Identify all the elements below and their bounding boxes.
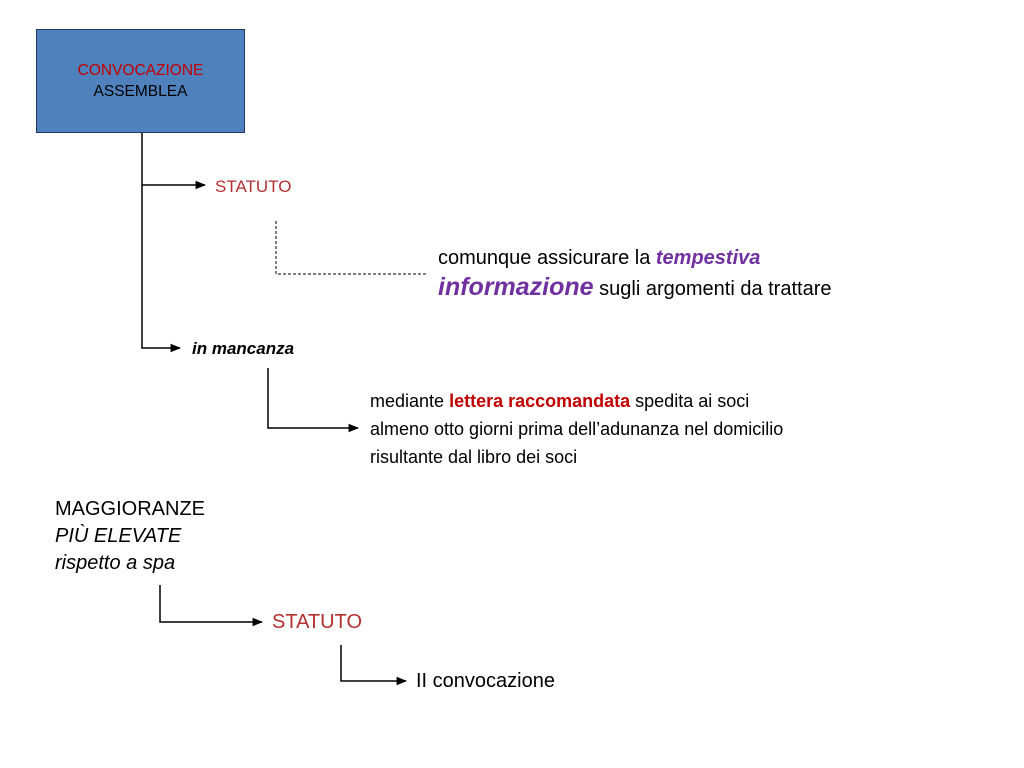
seconda-convocazione-label: II convocazione	[416, 670, 555, 692]
tempestiva-emphasis: tempestiva	[655, 247, 761, 269]
lettera-raccomandata-note	[370, 387, 783, 471]
maggioranze-line-3: rispetto a spa	[55, 552, 176, 574]
convocazione-assemblea-box	[36, 29, 245, 133]
statuto-label-top: STATUTO	[215, 177, 292, 196]
maggioranze-line-1: MAGGIORANZE	[55, 498, 206, 520]
informazione-emphasis: informazione	[438, 273, 594, 301]
box-line-convocazione: CONVOCAZIONE	[77, 62, 204, 79]
maggioranze-block	[55, 496, 205, 577]
maggioranze-line-2: PIÙ ELEVATE	[55, 525, 182, 547]
statuto-label-bottom: STATUTO	[272, 611, 362, 633]
informazione-note	[438, 244, 831, 304]
connector-mancanza-to-lettera	[268, 368, 358, 428]
informazione-text-1: comunque assicurare la	[438, 247, 656, 269]
connector-box-to-mancanza	[142, 185, 180, 348]
box-line-assemblea: ASSEMBLEA	[93, 83, 188, 100]
informazione-text-2: sugli argomenti da trattare	[593, 278, 832, 300]
lettera-text-1: mediante	[370, 391, 450, 411]
in-mancanza-label: in mancanza	[192, 339, 295, 358]
lettera-line-3: risultante dal libro dei soci	[370, 447, 578, 467]
connector-statuto-to-convocazione	[341, 645, 406, 681]
connector-box-to-statuto	[142, 133, 205, 185]
lettera-text-2: spedita ai soci	[630, 391, 750, 411]
lettera-raccomandata-emphasis: lettera raccomandata	[449, 391, 631, 411]
connector-statuto-to-informazione	[276, 221, 428, 274]
lettera-line-2: almeno otto giorni prima dell’adunanza nel domicilio	[370, 419, 784, 439]
connector-maggioranze-to-statuto	[160, 585, 262, 622]
